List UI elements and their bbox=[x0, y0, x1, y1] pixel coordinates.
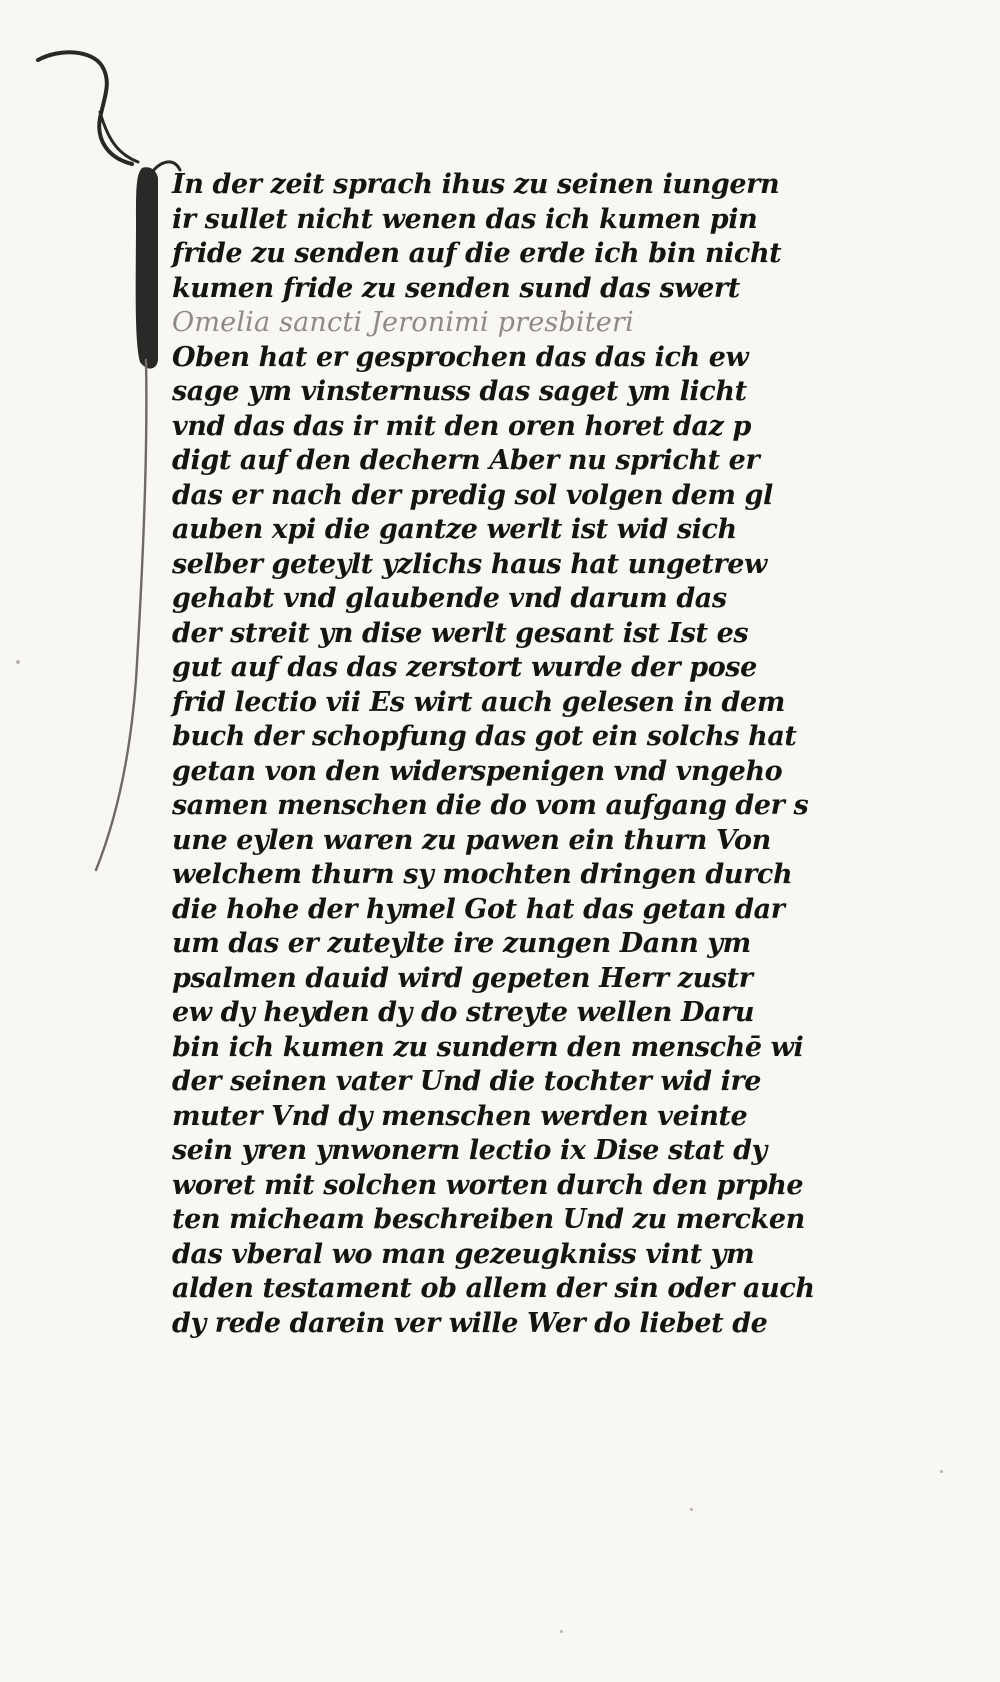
text-line: um das er zuteylte ire zungen Dann ym bbox=[172, 928, 751, 959]
text-line: woret mit solchen worten durch den prphe bbox=[172, 1169, 804, 1201]
text-line: samen menschen die do vom aufgang der s bbox=[172, 790, 809, 821]
text-line: buch der schopfung das got ein solchs hat bbox=[172, 721, 797, 752]
paper-speck bbox=[560, 1630, 563, 1633]
text-line: selber geteylt yzlichs haus hat ungetrew bbox=[172, 548, 767, 580]
text-line: alden testament ob allem der sin oder auch bbox=[172, 1273, 815, 1304]
text-line: der seinen vater Und die tochter wid ire bbox=[172, 1066, 762, 1097]
paper-speck bbox=[690, 1508, 693, 1511]
text-line: kumen fride zu senden sund das swert bbox=[172, 272, 740, 304]
text-line: der streit yn dise werlt gesant ist Ist es bbox=[172, 617, 749, 649]
text-line: gut auf das das zerstort wurde der pose bbox=[172, 652, 757, 683]
text-line: muter Vnd dy menschen werden veinte bbox=[172, 1100, 748, 1132]
text-line: ew dy heyden dy do streyte wellen Daru bbox=[172, 997, 755, 1028]
text-line: bin ich kumen zu sundern den menschē wi bbox=[172, 1031, 804, 1063]
text-line: sein yren ynwonern lectio ix Dise stat dy bbox=[172, 1135, 767, 1166]
text-line: fride zu senden auf die erde ich bin nicht bbox=[172, 238, 782, 269]
text-line: frid lectio vii Es wirt auch gelesen in dem bbox=[172, 686, 785, 718]
text-line: gehabt vnd glaubende vnd darum das bbox=[172, 583, 727, 614]
text-line: die hohe der hymel Got hat das getan dar bbox=[172, 893, 785, 925]
text-line: welchem thurn sy mochten dringen durch bbox=[172, 859, 793, 890]
manuscript-text bbox=[172, 168, 962, 1341]
text-line: dy rede darein ver wille Wer do liebet de bbox=[172, 1307, 768, 1339]
text-line: In der zeit sprach ihus zu seinen iungern bbox=[172, 169, 780, 200]
text-line: ten micheam beschreiben Und zu mercken bbox=[172, 1204, 805, 1235]
text-line: vnd das das ir mit den oren horet daz p bbox=[172, 410, 751, 442]
text-line: auben xpi die gantze werlt ist wid sich bbox=[172, 514, 737, 545]
rubric-line: Omelia sancti Jeronimi presbiteri bbox=[172, 307, 634, 338]
text-line: digt auf den dechern Aber nu spricht er bbox=[172, 445, 760, 476]
text-line: une eylen waren zu pawen ein thurn Von bbox=[172, 824, 771, 856]
text-line: das vberal wo man gezeugkniss vint ym bbox=[172, 1238, 755, 1270]
text-line: sage ym vinsternuss das saget ym licht bbox=[172, 376, 747, 407]
paper-speck bbox=[16, 660, 20, 664]
text-line: psalmen dauid wird gepeten Herr zustr bbox=[172, 962, 753, 994]
text-line: getan von den widerspenigen vnd vngeho bbox=[172, 755, 783, 787]
text-line: ir sullet nicht wenen das ich kumen pin bbox=[172, 203, 758, 235]
text-line: Oben hat er gesprochen das das ich ew bbox=[172, 341, 749, 373]
text-line: das er nach der predig sol volgen dem gl bbox=[172, 479, 773, 511]
paper-speck bbox=[940, 1470, 943, 1473]
